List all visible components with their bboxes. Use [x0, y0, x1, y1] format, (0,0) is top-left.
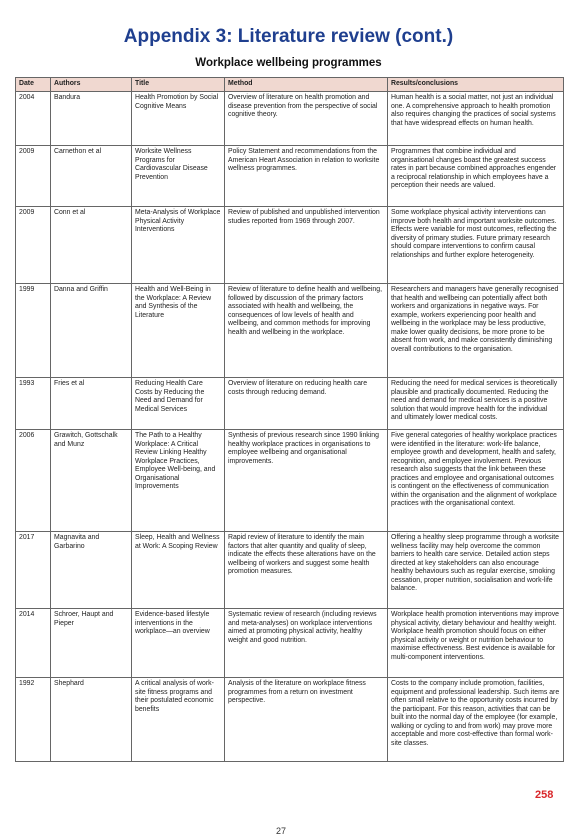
table-subtitle: Workplace wellbeing programmes [195, 57, 382, 69]
cell-method: Rapid review of literature to identify the main factors that alter quantity and quality of sleep, indicate the effects these alterations have on the wellbeing of workers and suggest some health promotion measures. [225, 532, 388, 609]
cell-results: Workplace health promotion interventions may improve physical activity, dietary behaviour and healthy weight. Workplace health promotion should focus on either physical activity or weight or nutrition behaviour to maximise effectiveness. Best evidence is available for multi-component interventions. [388, 609, 564, 678]
cell-date: 1993 [16, 378, 51, 430]
table-row [16, 284, 564, 378]
cell-authors: Shephard [51, 678, 132, 762]
cell-date: 2014 [16, 609, 51, 678]
column-header-date: Date [16, 78, 51, 92]
cell-method: Review of published and unpublished intervention studies reported from 1969 through 2007. [225, 207, 388, 284]
table-row [16, 609, 564, 678]
cell-date: 2017 [16, 532, 51, 609]
column-header-results: Results/conclusions [388, 78, 564, 92]
cell-title: Worksite Wellness Programs for Cardiovascular Disease Prevention [132, 146, 225, 207]
cell-date: 2009 [16, 146, 51, 207]
cell-authors: Danna and Griffin [51, 284, 132, 378]
cell-results: Five general categories of healthy workplace practices were identified in the literature: work-life balance, employee growth and development, health and safety, recognition, and employee involvement. Previous research also suggests that the link between these practices and employee and organisational outcomes is contingent on the effectiveness of communication within the organisation and the alignment of workplace practices with the organisational context. [388, 430, 564, 532]
page-number: 27 [276, 826, 287, 836]
cell-date: 1992 [16, 678, 51, 762]
cell-method: Synthesis of previous research since 1990 linking healthy workplace practices in organisations to employee wellbeing and organisational improvements. [225, 430, 388, 532]
table-row [16, 678, 564, 762]
cell-title: Sleep, Health and Wellness at Work: A Scoping Review [132, 532, 225, 609]
cell-method: Review of literature to define health and wellbeing, followed by discussion of the primary factors associated with health and wellbeing, the consequences of low levels of health and wellbeing, and common methods for improving health and wellbeing in the workplace. [225, 284, 388, 378]
cell-method: Policy Statement and recommendations from the American Heart Association in relation to worksite wellness programmes. [225, 146, 388, 207]
cell-authors: Fries et al [51, 378, 132, 430]
cell-authors: Conn et al [51, 207, 132, 284]
table-header-row [16, 78, 564, 92]
cell-method: Analysis of the literature on workplace fitness programmes from a return on investment perspective. [225, 678, 388, 762]
document-page-number: 258 [535, 789, 554, 801]
cell-date: 2006 [16, 430, 51, 532]
cell-title: Health Promotion by Social Cognitive Means [132, 92, 225, 146]
cell-date: 2004 [16, 92, 51, 146]
page-title: Appendix 3: Literature review (cont.) [123, 26, 454, 47]
cell-title: A critical analysis of work-site fitness programs and their postulated economic benefits [132, 678, 225, 762]
cell-date: 2009 [16, 207, 51, 284]
cell-method: Overview of literature on health promotion and disease prevention from the perspective of social cognitive theory. [225, 92, 388, 146]
cell-results: Researchers and managers have generally recognised that health and wellbeing can potentially affect both workers and organizations in negative ways. For example, workers experiencing poor health and wellbeing in the workplace may be less productive, make lower quality decisions, be more prone to be absent from work, and make consistently diminishing overall contributions to the organisation. [388, 284, 564, 378]
cell-results: Some workplace physical activity interventions can improve both health and important worksite outcomes. Effects were variable for most outcomes, reflecting the diversity of primary studies. Future primary research should compare interventions to confirm causal relationships and further explore heterogeneity. [388, 207, 564, 284]
cell-results: Costs to the company include promotion, facilities, equipment and professional leadership. Such items are often small relative to the opportunity costs incurred by the participant. For this reason, activities that can be built into the normal day of the employee (for example, walking or cycling to and from work) may prove more acceptable and more cost-effective than formal work-site classes. [388, 678, 564, 762]
cell-title: Reducing Health Care Costs by Reducing the Need and Demand for Medical Services [132, 378, 225, 430]
table-row [16, 146, 564, 207]
cell-authors: Schroer, Haupt and Pieper [51, 609, 132, 678]
cell-authors: Grawitch, Gottschalk and Munz [51, 430, 132, 532]
cell-title: Health and Well-Being in the Workplace: A Review and Synthesis of the Literature [132, 284, 225, 378]
cell-authors: Magnavita and Garbarino [51, 532, 132, 609]
cell-results: Human health is a social matter, not just an individual one. A comprehensive approach to health promotion also requires changing the practices of social systems that have widespread effects on human health. [388, 92, 564, 146]
column-header-title: Title [132, 78, 225, 92]
column-header-authors: Authors [51, 78, 132, 92]
table-row [16, 532, 564, 609]
cell-date: 1999 [16, 284, 51, 378]
cell-results: Offering a healthy sleep programme through a worksite wellness facility may help overcome the common barriers to health care service. Detailed action steps directed at key stakeholders can also encourage healthy behaviours such as regular exercise, smoking cessation, proper nutrition, socialisation and work-life balance. [388, 532, 564, 609]
table-row [16, 430, 564, 532]
cell-authors: Bandura [51, 92, 132, 146]
cell-authors: Carnethon et al [51, 146, 132, 207]
table-row [16, 207, 564, 284]
table-body [16, 92, 564, 762]
cell-results: Programmes that combine individual and organisational changes boast the greatest success rates in part because combined approaches engender a reciprocal relationship in which employees have a perception their needs are valued. [388, 146, 564, 207]
literature-table [15, 77, 564, 762]
cell-results: Reducing the need for medical services is theoretically plausible and practically documented. Reducing the need and demand for medical services is a positive solution that would improve health for the individual and ultimately lower medical costs. [388, 378, 564, 430]
column-header-method: Method [225, 78, 388, 92]
table-row [16, 378, 564, 430]
cell-title: Evidence-based lifestyle interventions in the workplace—an overview [132, 609, 225, 678]
cell-method: Overview of literature on reducing health care costs through reducing demand. [225, 378, 388, 430]
cell-title: Meta-Analysis of Workplace Physical Activity Interventions [132, 207, 225, 284]
table-row [16, 92, 564, 146]
cell-method: Systematic review of research (including reviews and meta-analyses) on workplace interventions aimed at promoting physical activity, healthy weight and good nutrition. [225, 609, 388, 678]
cell-title: The Path to a Healthy Workplace: A Critical Review Linking Healthy Workplace Practices, Employee Well-being, and Organisational Improvements [132, 430, 225, 532]
